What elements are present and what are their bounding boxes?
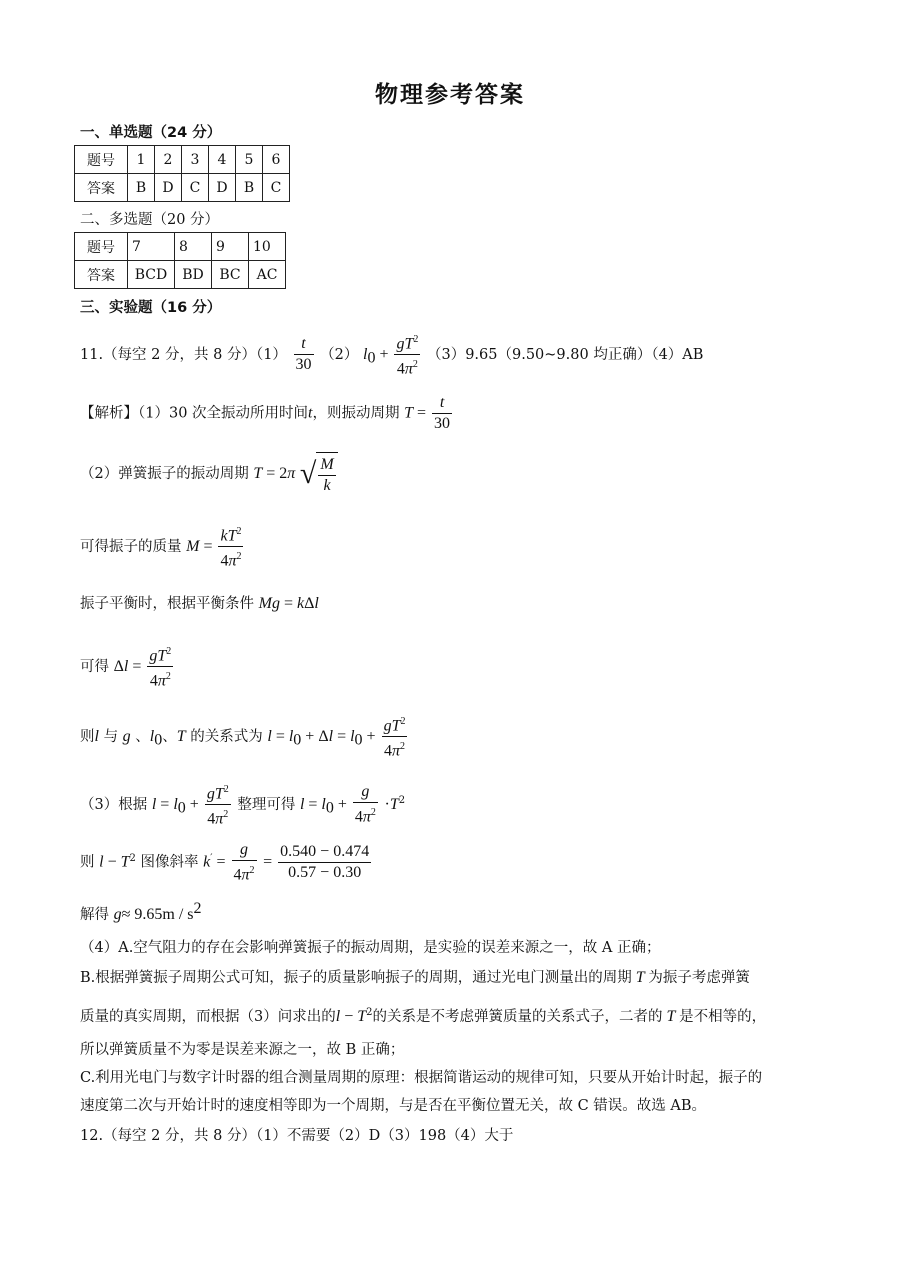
table-cell: 答案 bbox=[75, 261, 128, 289]
table-cell: 1 bbox=[128, 146, 155, 174]
table-cell: 题号 bbox=[75, 233, 128, 261]
table-cell: C bbox=[182, 174, 209, 202]
table-cell: 4 bbox=[209, 146, 236, 174]
analysis-line-2: （2）弹簧振子的振动周期 T = 2π √ $\frac{M}{k}$ bbox=[80, 452, 338, 496]
table-row bbox=[75, 146, 290, 174]
table-cell: 5 bbox=[236, 146, 263, 174]
formula-period: $\frac{t}{30}$ bbox=[434, 394, 451, 432]
formula-gT2-over-4pi2: $\frac{gT^2}{4\pi^2}$ bbox=[394, 330, 420, 380]
table-row bbox=[75, 174, 290, 202]
analysis-line-3: 可得振子的质量 M = $\frac{kT^2}{4\pi^2}$ bbox=[80, 522, 245, 572]
formula-g-over-4pi2: $\frac{g}{4\pi^2}$ bbox=[354, 783, 376, 826]
table-cell: 答案 bbox=[75, 174, 128, 202]
formula-delta-l: $\frac{gT^2}{4\pi^2}$ bbox=[147, 642, 173, 692]
analysis-line-9: 解得 $g\approx 9.65m / s^2$ bbox=[80, 900, 202, 923]
table-cell: D bbox=[155, 174, 182, 202]
section-multi-choice: 二、多选题（20 分） bbox=[80, 212, 220, 228]
table-cell: B bbox=[128, 174, 155, 202]
section-single-choice: 一、单选题（24 分） bbox=[80, 125, 222, 141]
formula-slope-values: $\frac{0.540 - 0.474}{0.57 - 0.30}$ bbox=[280, 843, 370, 882]
table-cell: BC bbox=[212, 261, 249, 289]
page-title: 物理参考答案 bbox=[375, 82, 525, 108]
table-row bbox=[75, 233, 286, 261]
q11-answer-line: 11.（每空 2 分，共 8 分）（1） $\frac{t}{30}$ （2） $l_0$ + $\frac{gT^2}{4\pi^2}$ （3）9.65（9.50~9.80 均正确）（4）AB bbox=[80, 330, 703, 380]
analysis-line-7: （3）根据 $l = l_0$ + $\frac{gT^2}{4\pi^2}$ 整理可得 $l = l_0$ + $\frac{g}{4\pi^2}$ $\cdot T^2$ bbox=[80, 780, 405, 830]
formula-l-relation: $\frac{gT^2}{4\pi^2}$ bbox=[382, 712, 408, 762]
table-cell: BD bbox=[175, 261, 212, 289]
table-cell: 9 bbox=[212, 233, 249, 261]
table-cell: 题号 bbox=[75, 146, 128, 174]
table-cell: 8 bbox=[175, 233, 212, 261]
analysis-line-8: 则 $l - T^2$ 图像斜率 k′ = $\frac{g}{4\pi^2}$ = $\frac{0.540 - 0.474}{0.57 - 0.30}$ bbox=[80, 841, 370, 884]
section-experiment: 三、实验题（16 分） bbox=[80, 300, 222, 316]
table-cell: 6 bbox=[263, 146, 290, 174]
formula-mass: $\frac{kT^2}{4\pi^2}$ bbox=[218, 522, 243, 572]
table-cell: 2 bbox=[155, 146, 182, 174]
table-cell: AC bbox=[249, 261, 286, 289]
formula-sqrt-M-k: √ $\frac{M}{k}$ bbox=[300, 452, 338, 496]
table-cell: BCD bbox=[128, 261, 175, 289]
analysis-line-6: 则l 与 g 、$l_0$、T 的关系式为 $l = l_0 + \Delta l = l_0$ + $\frac{gT^2}{4\pi^2}$ bbox=[80, 712, 409, 762]
table-cell: C bbox=[263, 174, 290, 202]
analysis-p4f: 速度第二次与开始计时的速度相等即为一个周期，与是否在平衡位置无关，故 C 错误。故选 AB。 bbox=[80, 1098, 707, 1114]
formula-t-over-30: $\frac{t}{30}$ bbox=[295, 335, 312, 374]
table-row bbox=[75, 261, 286, 289]
formula-slope-g: $\frac{g}{4\pi^2}$ bbox=[233, 841, 255, 884]
analysis-p4c: 质量的真实周期，而根据（3）问求出的$l - T^2$的关系是不考虑弹簧质量的关系式子，二者的 T 是不相等的， bbox=[80, 1007, 767, 1025]
analysis-p4d: 所以弹簧质量不为零是误差来源之一，故 B 正确； bbox=[80, 1042, 405, 1058]
analysis-line-4: 振子平衡时，根据平衡条件 Mg = kΔl bbox=[80, 595, 319, 612]
table-cell: B bbox=[236, 174, 263, 202]
table-cell: 7 bbox=[128, 233, 175, 261]
q12-answer-line: 12.（每空 2 分，共 8 分）（1）不需要（2）D（3）198（4）大于 bbox=[80, 1128, 514, 1144]
single-choice-table bbox=[74, 145, 290, 202]
table-cell: 3 bbox=[182, 146, 209, 174]
analysis-line-5: 可得 Δl = $\frac{gT^2}{4\pi^2}$ bbox=[80, 642, 175, 692]
table-cell: D bbox=[209, 174, 236, 202]
analysis-p4a: （4）A.空气阻力的存在会影响弹簧振子的振动周期，是实验的误差来源之一，故 A 正确； bbox=[80, 940, 661, 956]
analysis-p4b: B.根据弹簧振子周期公式可知，振子的质量影响振子的周期，通过光电门测量出的周期 T 为振子考虑弹簧 bbox=[80, 969, 750, 986]
multi-choice-table bbox=[74, 232, 286, 289]
analysis-line-1: 【解析】（1）30 次全振动所用时间t，则振动周期 T = $\frac{t}{30}$ bbox=[80, 394, 451, 432]
table-cell: 10 bbox=[249, 233, 286, 261]
formula-l-gT2: $\frac{gT^2}{4\pi^2}$ bbox=[205, 780, 231, 830]
analysis-p4e: C.利用光电门与数字计时器的组合测量周期的原理：根据简谐运动的规律可知，只要从开始计时起，振子的 bbox=[80, 1070, 763, 1086]
